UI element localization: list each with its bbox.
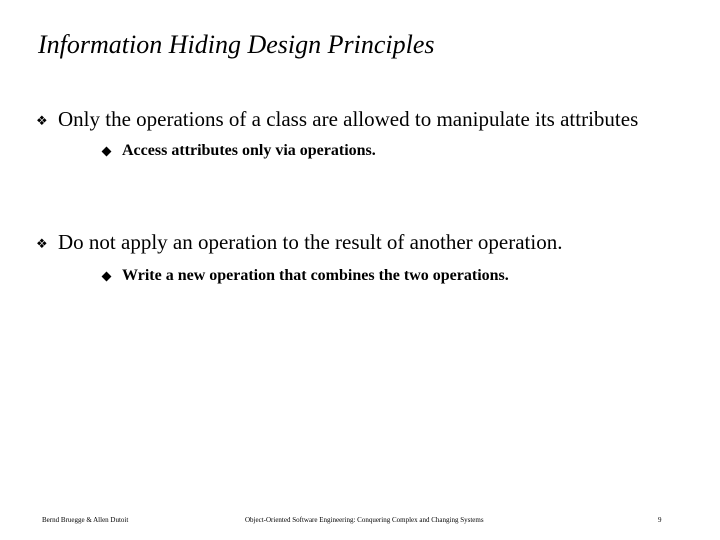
- bullet-text: Do not apply an operation to the result of another operation.: [58, 230, 563, 254]
- bullet-main-row: [36, 230, 656, 256]
- bullet-item-2: [36, 230, 656, 286]
- footer-book-title: Object-Oriented Software Engineering: Conquering Complex and Changing Systems: [245, 516, 484, 524]
- bullet-item-1: [36, 107, 656, 161]
- sub-bullet-row: [103, 141, 656, 161]
- diamond-bullet-icon: ❖: [36, 236, 48, 251]
- footer-authors: Bernd Bruegge & Allen Dutoit: [42, 516, 129, 524]
- square-bullet-icon: [102, 146, 112, 156]
- sub-bullet-text: Access attributes only via operations.: [122, 142, 376, 159]
- square-bullet-icon: [102, 271, 112, 281]
- slide-title: Information Hiding Design Principles: [38, 30, 435, 59]
- sub-bullet-text: Write a new operation that combines the two operations.: [122, 267, 509, 284]
- sub-bullet-row: [103, 266, 656, 286]
- bullet-main-row: [36, 107, 656, 133]
- bullet-text: Only the operations of a class are allowed to manipulate its attributes: [58, 107, 639, 131]
- footer-page-number: 9: [658, 516, 662, 524]
- diamond-bullet-icon: ❖: [36, 113, 48, 128]
